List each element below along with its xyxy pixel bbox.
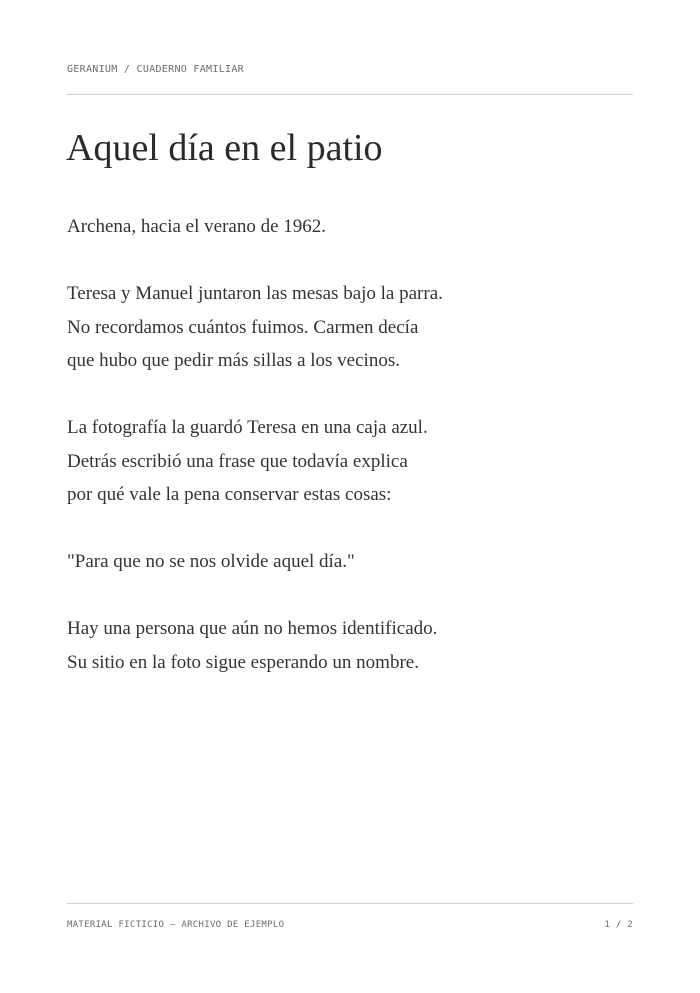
header-divider xyxy=(67,94,633,95)
header-label: GERANIUM / CUADERNO FAMILIAR xyxy=(67,64,244,75)
document-body xyxy=(67,210,633,713)
text-line: que hubo que pedir más sillas a los vecinos. xyxy=(67,350,400,371)
quote-line: "Para que no se nos olvide aquel día." xyxy=(67,551,355,572)
paragraph-quote xyxy=(67,545,633,579)
paragraph-gathering xyxy=(67,277,633,378)
text-line: Su sitio en la foto sigue esperando un nombre. xyxy=(67,651,419,673)
footer-divider xyxy=(67,903,633,904)
text-line: No recordamos cuántos fuimos. Carmen decía xyxy=(67,316,419,338)
paragraph-photograph xyxy=(67,411,633,512)
text-line: Teresa y Manuel juntaron las mesas bajo la parra. xyxy=(67,283,443,304)
text-line: Hay una persona que aún no hemos identificado. xyxy=(67,618,438,639)
paragraph-place-date xyxy=(67,210,633,244)
text-line: por qué vale la pena conservar estas cosas: xyxy=(67,484,392,505)
text-line: Archena, hacia el verano de 1962. xyxy=(67,216,327,237)
footer-label: MATERIAL FICTICIO — ARCHIVO DE EJEMPLO xyxy=(67,920,285,930)
paragraph-unidentified xyxy=(67,612,633,679)
page-title: Aquel día en el patio xyxy=(66,127,383,169)
text-line: La fotografía la guardó Teresa en una caja azul. xyxy=(67,417,428,438)
page-number: 1 / 2 xyxy=(604,920,633,930)
text-line: Detrás escribió una frase que todavía explica xyxy=(67,450,408,472)
